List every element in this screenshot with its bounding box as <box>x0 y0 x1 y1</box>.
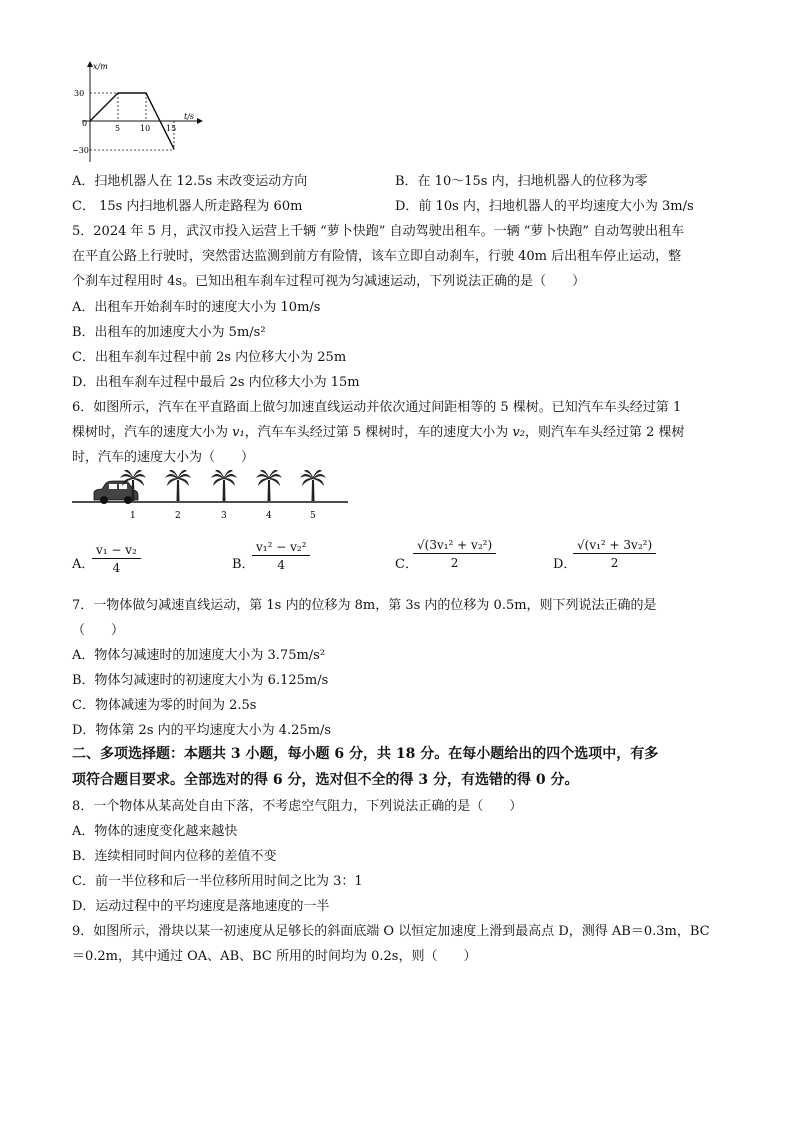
q8-stem: 8．一个物体从某高处自由下落，不考虑空气阻力，下列说法正确的是（ ） <box>72 799 523 814</box>
q6-stem-line2-b: ，汽车车头经过第 5 棵树时，车的速度大小为 <box>244 425 513 440</box>
q4-option-a[interactable]: A．扫地机器人在 12.5s 末改变运动方向 <box>72 174 308 189</box>
q8-option-a[interactable]: A．物体的速度变化越来越快 <box>72 824 238 839</box>
q6-stem-line2-c: ，则汽车车头经过第 2 棵树 <box>524 425 685 440</box>
tree-label-2: 2 <box>175 511 181 521</box>
tree-label-1: 1 <box>130 511 136 521</box>
q6-option-d-fraction[interactable] <box>573 538 656 570</box>
q6-option-b-den: 4 <box>277 558 286 572</box>
q6-stem-line2-a: 棵树时，汽车的速度大小为 <box>72 425 233 440</box>
q9-stem-line2: ＝0.2m，其中通过 OA、AB、BC 所用的时间均为 0.2s，则（ ） <box>72 949 477 964</box>
q5-option-c[interactable]: C．出租车刹车过程中前 2s 内位移大小为 25m <box>72 350 347 365</box>
q6-option-c-label[interactable]: C． <box>395 557 418 572</box>
q6-option-c-num: √(3v₁² + v₂²) <box>413 538 496 554</box>
car-trees-figure <box>72 466 352 524</box>
q5-option-b[interactable]: B．出租车的加速度大小为 5m/s² <box>72 325 266 340</box>
graph-xlabel: t/s <box>184 112 195 121</box>
palm-tree-icon <box>165 470 191 501</box>
q6-stem-line1: 6．如图所示，汽车在平直路面上做匀加速直线运动并依次通过间距相等的 5 棵树。已知汽车车头经过第 1 <box>72 400 682 415</box>
q5-option-a[interactable]: A．出租车开始刹车时的速度大小为 10m/s <box>72 300 321 315</box>
q6-option-a-fraction[interactable] <box>92 543 141 575</box>
q6-option-a-num: v₁ − v₂ <box>92 543 141 559</box>
q6-stem-line2 <box>72 421 684 440</box>
q8-option-d[interactable]: D．运动过程中的平均速度是落地速度的一半 <box>72 899 330 914</box>
q5-option-d[interactable]: D．出租车刹车过程中最后 2s 内位移大小为 15m <box>72 375 360 390</box>
tree-label-3: 3 <box>221 511 227 521</box>
q6-v1: v₁ <box>232 425 245 440</box>
q7-option-a[interactable]: A．物体匀减速时的加速度大小为 3.75m/s² <box>72 648 326 663</box>
q5-stem-line2: 在平直公路上行驶时，突然雷达监测到前方有险情，该车立即自动刹车，行驶 40m 后出租车停止运动，整 <box>72 249 682 264</box>
q5-stem-line3: 个刹车过程用时 4s。已知出租车刹车过程可视为匀减速运动，下列说法正确的是（ ） <box>72 274 586 289</box>
q8-option-c[interactable]: C．前一半位移和后一半位移所用时间之比为 3：1 <box>72 874 363 889</box>
x-tick-15: 15 <box>166 124 177 133</box>
y-tick-neg30: −30 <box>72 146 89 155</box>
q9-stem-line1: 9．如图所示，滑块以某一初速度从足够长的斜面底端 O 以恒定加速度上滑到最高点 D，测得 AB＝0.3m，BC <box>72 924 710 939</box>
q6-option-d-num: √(v₁² + 3v₂²) <box>573 538 656 554</box>
q6-option-d-label[interactable]: D． <box>553 557 577 572</box>
palm-tree-icon <box>256 470 282 501</box>
q6-option-a-den: 4 <box>112 561 121 575</box>
q7-option-c[interactable]: C．物体减速为零的时间为 2.5s <box>72 698 257 713</box>
q4-option-d[interactable]: D．前 10s 内，扫地机器人的平均速度大小为 3m/s <box>395 199 694 214</box>
tree-label-4: 4 <box>266 511 272 521</box>
q6-option-a-label[interactable]: A． <box>72 557 95 572</box>
q6-stem-line3: 时，汽车的速度大小为（ ） <box>72 450 255 465</box>
graph-ylabel: x/m <box>93 62 108 71</box>
tree-label-5: 5 <box>310 511 316 521</box>
q6-option-b-fraction[interactable] <box>252 540 310 572</box>
section2-heading-line1: 二、多项选择题：本题共 3 小题，每小题 6 分，共 18 分。在每小题给出的四个选项中，有多 <box>72 746 659 762</box>
palm-tree-icon <box>211 470 237 501</box>
palm-tree-icon <box>300 470 326 501</box>
origin-label: 0 <box>82 119 88 128</box>
q4-option-b[interactable]: B．在 10～15s 内，扫地机器人的位移为零 <box>395 174 648 189</box>
x-tick-10: 10 <box>140 124 151 133</box>
q6-option-d-den: 2 <box>610 556 619 570</box>
q7-option-b[interactable]: B．物体匀减速时的初速度大小为 6.125m/s <box>72 673 329 688</box>
q7-stem-line1: 7．一物体做匀减速直线运动，第 1s 内的位移为 8m，第 3s 内的位移为 0.5m，则下列说法正确的是 <box>72 598 657 613</box>
q6-option-c-den: 2 <box>450 556 459 570</box>
y-tick-30: 30 <box>74 89 85 98</box>
q6-option-b-num: v₁² − v₂² <box>252 540 310 556</box>
q8-option-b[interactable]: B．连续相同时间内位移的差值不变 <box>72 849 277 864</box>
q4-option-c[interactable]: C． 15s 内扫地机器人所走路程为 60m <box>72 199 303 214</box>
q6-v2: v₂ <box>512 425 525 440</box>
q6-option-c-fraction[interactable] <box>413 538 496 570</box>
q7-option-d[interactable]: D．物体第 2s 内的平均速度大小为 4.25m/s <box>72 723 332 738</box>
car-icon <box>94 481 138 504</box>
x-tick-5: 5 <box>115 124 121 133</box>
section2-heading-line2: 项符合题目要求。全部选对的得 6 分，选对但不全的得 3 分，有选错的得 0 分。 <box>72 772 579 788</box>
xt-graph <box>72 58 212 168</box>
q6-option-b-label[interactable]: B． <box>232 557 255 572</box>
q7-stem-line2: （ ） <box>72 623 125 638</box>
q5-stem-line1: 5．2024 年 5 月，武汉市投入运营上千辆 “萝卜快跑” 自动驾驶出租车。一辆 “萝卜快跑” 自动驾驶出租车 <box>72 224 685 239</box>
